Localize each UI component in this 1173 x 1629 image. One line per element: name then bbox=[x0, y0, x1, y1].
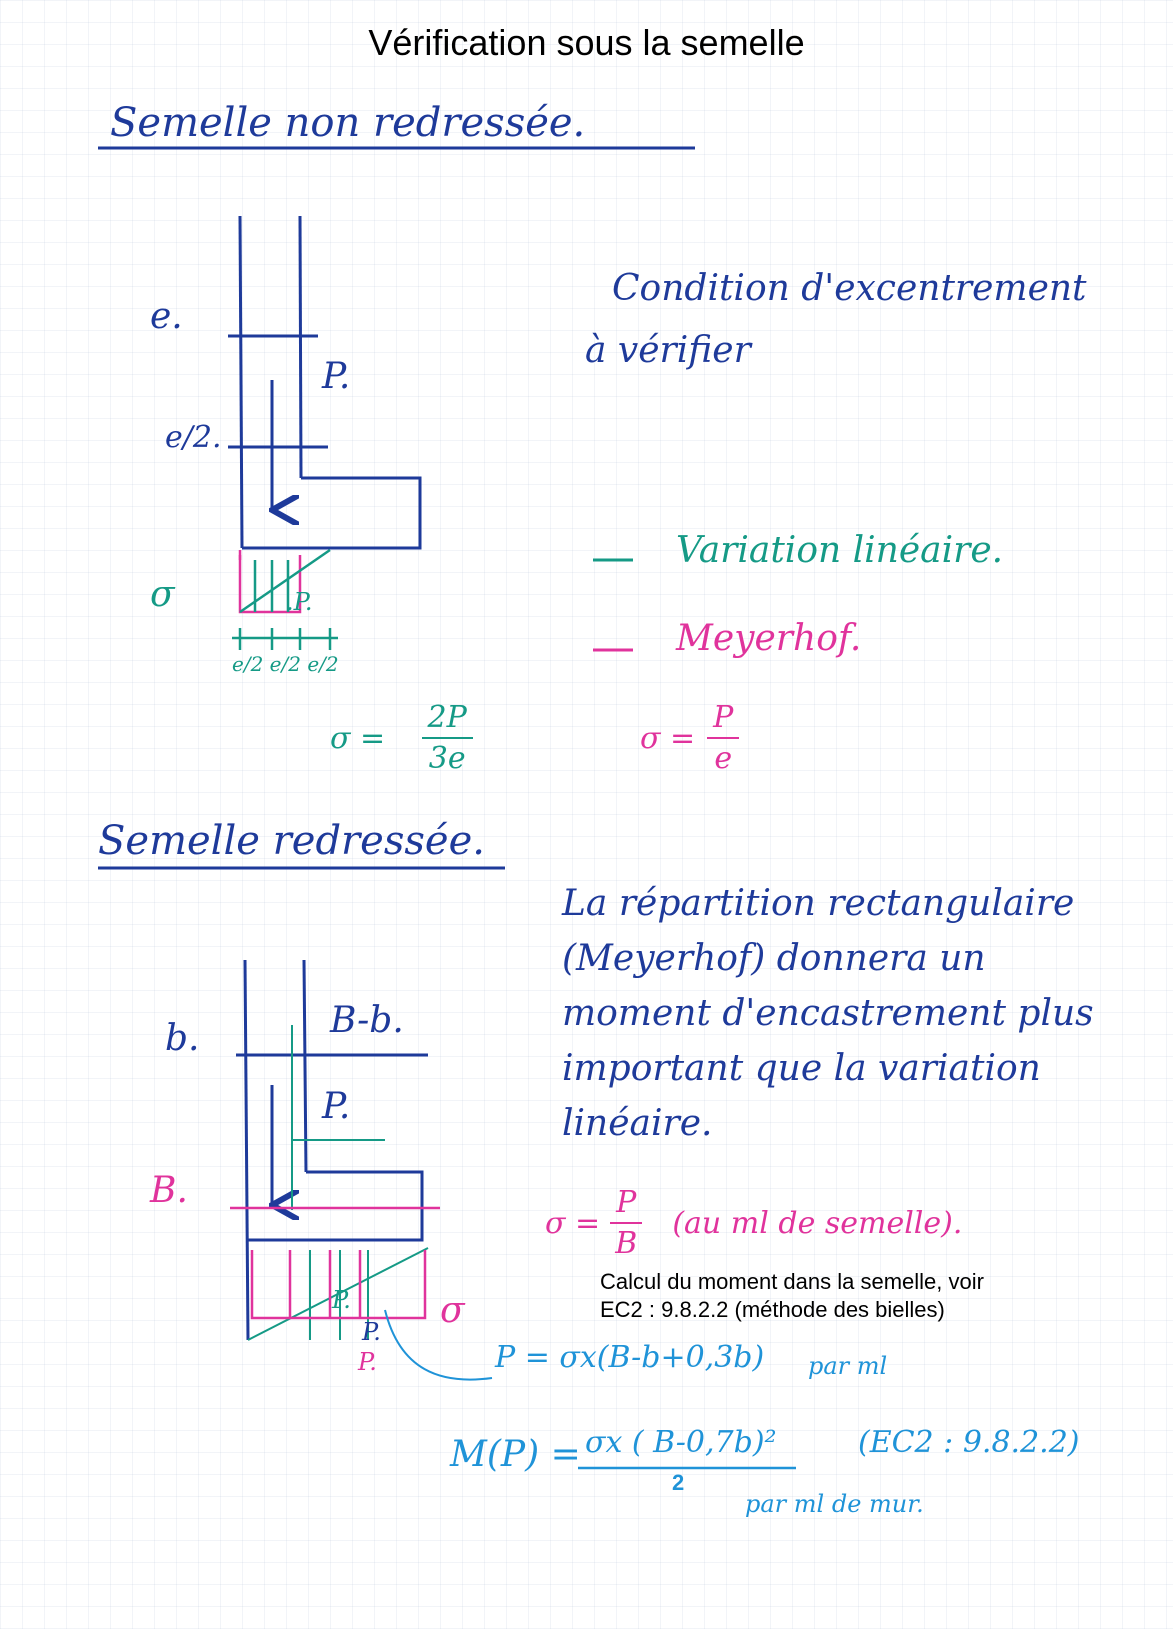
formula-meyerhof-frac bbox=[707, 700, 739, 776]
label-P: P. bbox=[322, 356, 351, 397]
label-P-small-1: P. bbox=[332, 1286, 351, 1314]
formula-sigma-num: P bbox=[610, 1185, 642, 1224]
label-sigma-1: σ bbox=[150, 574, 175, 615]
formula-linear-num: 2P bbox=[422, 700, 473, 739]
formula-sigma-frac bbox=[610, 1185, 642, 1261]
page-title: Vérification sous la semelle bbox=[368, 22, 805, 63]
section2-paragraph bbox=[562, 876, 1094, 1151]
printed-note-line1: Calcul du moment dans la semelle, voir bbox=[600, 1269, 984, 1294]
paragraph-line: moment d'encastrement plus bbox=[562, 993, 1094, 1034]
formula-P: P = σx(B-b+0,3b) bbox=[495, 1340, 765, 1375]
paragraph-line: important que la variation bbox=[562, 1048, 1041, 1089]
section2-heading: Semelle redressée. bbox=[98, 818, 485, 864]
label-P-2: P. bbox=[322, 1086, 351, 1127]
label-e: e. bbox=[150, 296, 183, 337]
formula-meyerhof-left: σ = bbox=[640, 720, 696, 756]
formula-linear bbox=[330, 700, 497, 776]
formula-M-den: 2 bbox=[672, 1470, 685, 1495]
label-b: b. bbox=[165, 1018, 200, 1059]
formula-linear-den: 3e bbox=[428, 741, 466, 776]
printed-note bbox=[600, 1268, 984, 1324]
formula-linear-left: σ = bbox=[330, 720, 386, 756]
label-dims: e/2 e/2 e/2 bbox=[232, 652, 339, 676]
formula-sigma-den: B bbox=[615, 1226, 638, 1261]
note-line1: Condition d'excentrement bbox=[612, 268, 1087, 309]
label-e-half: e/2. bbox=[165, 420, 222, 455]
formula-P-suffix: par ml bbox=[808, 1352, 888, 1380]
paragraph-line: linéaire. bbox=[562, 1103, 713, 1144]
paragraph-line: La répartition rectangulaire bbox=[562, 883, 1075, 924]
label-P-small-2: P. bbox=[362, 1318, 381, 1346]
formula-meyerhof-den: e bbox=[714, 741, 733, 776]
formula-M-suffix: par ml de mur. bbox=[745, 1490, 924, 1518]
formula-meyerhof-num: P bbox=[707, 700, 739, 739]
label-sigma-2: σ bbox=[440, 1290, 465, 1331]
printed-note-line2: EC2 : 9.8.2.2 (méthode des bielles) bbox=[600, 1297, 945, 1322]
legend-linear: Variation linéaire. bbox=[676, 530, 1004, 571]
pressure1-linear bbox=[232, 550, 338, 650]
label-B-b: B-b. bbox=[330, 1000, 404, 1041]
formula-sigma-2 bbox=[545, 1185, 962, 1261]
formula-linear-frac bbox=[397, 700, 497, 776]
formula-M-left: M(P) = bbox=[450, 1434, 581, 1475]
label-B: B. bbox=[150, 1170, 188, 1211]
formula-M-ref: (EC2 : 9.8.2.2) bbox=[858, 1425, 1080, 1460]
callout-curve bbox=[385, 1310, 492, 1380]
label-P-small: .P. bbox=[286, 588, 313, 616]
paragraph-line: (Meyerhof) donnera un bbox=[562, 938, 986, 979]
formula-sigma-note: (au ml de semelle). bbox=[672, 1205, 963, 1241]
section1-heading: Semelle non redressée. bbox=[110, 100, 586, 146]
legend-meyerhof: Meyerhof. bbox=[676, 618, 862, 659]
label-P-small-3: P. bbox=[358, 1348, 377, 1376]
formula-M-num: σx ( B-0,7b)² bbox=[585, 1425, 777, 1460]
formula-meyerhof bbox=[640, 700, 739, 776]
note-line2: à vérifier bbox=[585, 330, 751, 371]
formula-sigma-left: σ = bbox=[545, 1205, 601, 1241]
